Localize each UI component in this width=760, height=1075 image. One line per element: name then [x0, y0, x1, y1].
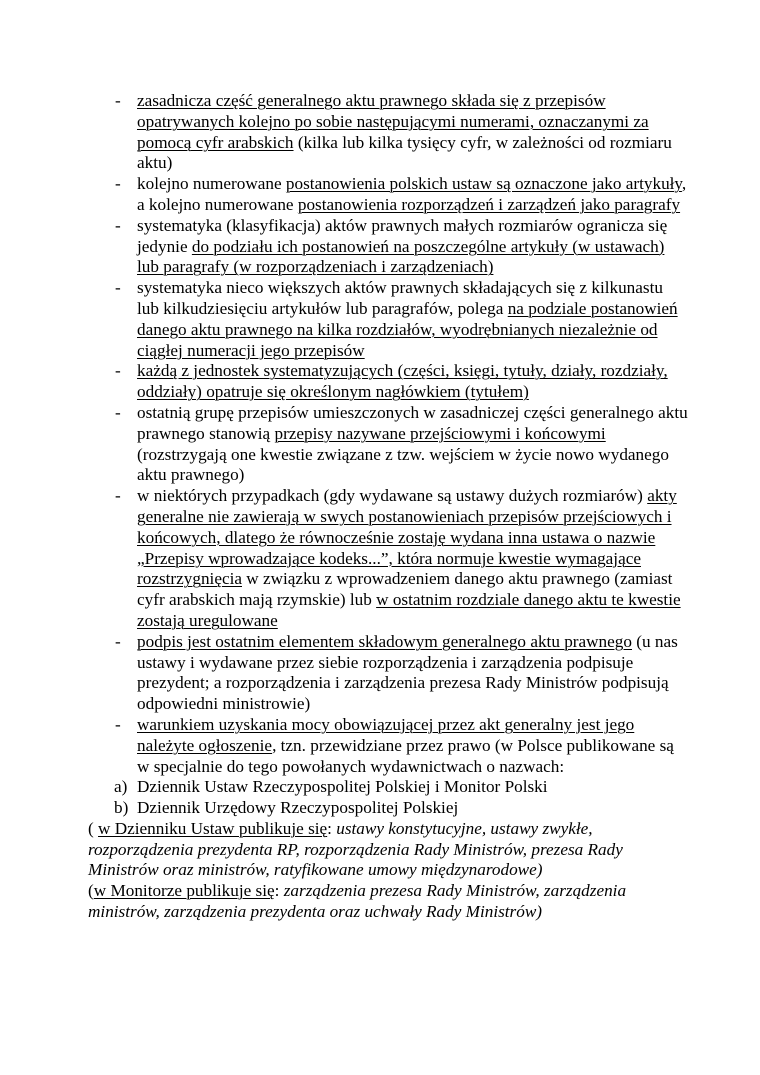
note-paren: (: [88, 881, 94, 901]
text-segment: (kilka lub kilka tysięcy cyfr, w zależności od rozmiaru aktu): [137, 132, 672, 173]
underlined-text: postanowienia rozporządzeń i zarządzeń jako paragrafy: [297, 194, 681, 214]
underlined-text: w ostatnim rozdziale danego aktu te kwestie zostają uregulowane: [137, 590, 681, 630]
underlined-text: przepisy nazywane przejściowymi i końcowymi: [274, 423, 606, 443]
note-body: ustawy konstytucyjne, ustawy zwykłe, rozporządzenia prezydenta RP, rozporządzenia Rady Ministrów, prezesa Rady Ministrów oraz ministrów, ratyfikowane umowy międzynarodowe): [88, 818, 623, 880]
bullet-item: [88, 361, 688, 403]
journal-item: [88, 777, 688, 798]
underlined-text: zasadnicza część generalnego aktu prawnego składa się z przepisów opatrywanych kolejno po sobie następującymi numerami, oznaczanymi za pomocą cyfr arabskich: [137, 91, 649, 152]
underlined-text: postanowienia polskich ustaw są oznaczone jako artykuły: [285, 174, 682, 194]
bullet-item: [88, 91, 688, 174]
list-marker: b): [114, 798, 129, 818]
underlined-text: akty generalne nie zawierają w swych postanowieniach przepisów przejściowych i końcowych, dlatego że równocześnie zostaję wydana inna ustawa o nazwie „Przepisy wprowadzające kodeks...”, która normuje kwestie wymagające rozstrzygnięcia: [137, 486, 677, 589]
bullet-item: [88, 278, 688, 361]
text-segment: w związku z wprowadzeniem danego aktu prawnego (zamiast cyfr arabskich mają rzymskie) lub: [137, 569, 673, 610]
bullet-item: [88, 403, 688, 486]
text-segment: , a kolejno numerowane: [137, 174, 687, 214]
text-segment: systematyka nieco większych aktów prawnych składających się z kilkunastu lub kilkudziesięciu artykułów lub paragrafów, polega: [137, 278, 663, 318]
text-segment: w niektórych przypadkach (gdy wydawane są ustawy dużych rozmiarów): [137, 486, 648, 506]
bullet-item: [88, 632, 688, 715]
note-heading: w Monitorze publikuje się: [93, 881, 275, 901]
notes-section: [88, 819, 688, 923]
note-colon: :: [274, 881, 284, 901]
note-colon: :: [327, 818, 337, 838]
bullet-list: [88, 91, 688, 777]
bullet-item: [88, 174, 688, 216]
note-paren: (: [88, 818, 99, 838]
text-segment: (u nas ustawy i wydawane przez siebie rozporządzenia i zarządzenia podpisuje prezydent; a rozporządzenia i zarządzenia prezesa Rady Ministrów podpisują odpowiedni ministrowie): [137, 631, 678, 714]
text-segment: , tzn. przewidziane przez prawo (w Polsce publikowane są w specjalnie do tego powołanych wydawnictwach o nazwach:: [137, 735, 674, 776]
journal-item: [88, 798, 688, 819]
underlined-text: podpis jest ostatnim elementem składowym generalnego aktu prawnego: [137, 631, 632, 651]
underlined-text: na podziale postanowień danego aktu prawnego na kilka rozdziałów, wyodrębnianych niezależnie od ciągłej numeracji jego przepisów: [137, 298, 678, 360]
underlined-text: każdą z jednostek systematyzujących (części, księgi, tytuły, działy, rozdziały, oddziały) opatruje się określonym nagłówkiem (tytułem): [137, 361, 668, 402]
document-body: [88, 91, 688, 923]
journal-list: [88, 777, 688, 819]
bullet-item: [88, 216, 688, 278]
underlined-text: do podziału ich postanowień na poszczególne artykuły (w ustawach) lub paragrafy (w rozporządzeniach i zarządzeniach): [137, 236, 665, 277]
underlined-text: warunkiem uzyskania mocy obowiązującej przez akt generalny jest jego należyte ogłoszenie: [137, 714, 635, 755]
bullet-item: [88, 715, 688, 777]
text-segment: ostatnią grupę przepisów umieszczonych w zasadniczej części generalnego aktu prawnego stanowią: [137, 402, 688, 443]
text-segment: systematyka (klasyfikacja) aktów prawnych małych rozmiarów ogranicza się jedynie: [137, 215, 668, 256]
text-segment: (rozstrzygają one kwestie związane z tzw. wejściem w życie nowo wydanego aktu prawnego): [137, 444, 669, 485]
publication-note: [88, 819, 688, 881]
bullet-item: [88, 486, 688, 632]
note-heading: w Dzienniku Ustaw publikuje się: [98, 818, 328, 838]
journal-name: Dziennik Urzędowy Rzeczypospolitej Polskiej: [137, 798, 459, 818]
journal-name: Dziennik Ustaw Rzeczypospolitej Polskiej i Monitor Polski: [137, 777, 548, 797]
publication-note: [88, 881, 688, 923]
list-marker: a): [114, 777, 128, 797]
note-body: zarządzenia prezesa Rady Ministrów, zarządzenia ministrów, zarządzenia prezydenta oraz uchwały Rady Ministrów): [88, 881, 627, 922]
text-segment: kolejno numerowane: [137, 174, 286, 194]
